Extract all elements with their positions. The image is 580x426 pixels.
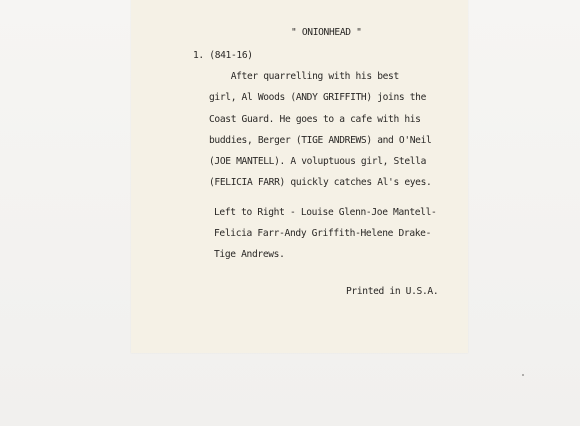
reference-number: 1. (841-16) <box>193 50 253 61</box>
caption-line: Tige Andrews. <box>214 249 285 260</box>
caption-line: Left to Right - Louise Glenn-Joe Mantell- <box>214 207 437 218</box>
description-line: (JOE MANTELL). A voluptuous girl, Stella <box>209 156 427 167</box>
film-title: " ONIONHEAD " <box>291 27 362 38</box>
caption-line: Felicia Farr-Andy Griffith-Helene Drake- <box>214 228 432 239</box>
scan-speck <box>522 374 524 376</box>
description-line: Coast Guard. He goes to a cafe with his <box>209 114 421 125</box>
description-line: (FELICIA FARR) quickly catches Al's eyes. <box>209 177 432 188</box>
printed-in-usa: Printed in U.S.A. <box>346 286 439 297</box>
description-line: girl, Al Woods (ANDY GRIFFITH) joins the <box>209 92 427 103</box>
description-line: buddies, Berger (TIGE ANDREWS) and O'Neil <box>209 135 432 146</box>
description-line: After quarrelling with his best <box>209 71 399 82</box>
